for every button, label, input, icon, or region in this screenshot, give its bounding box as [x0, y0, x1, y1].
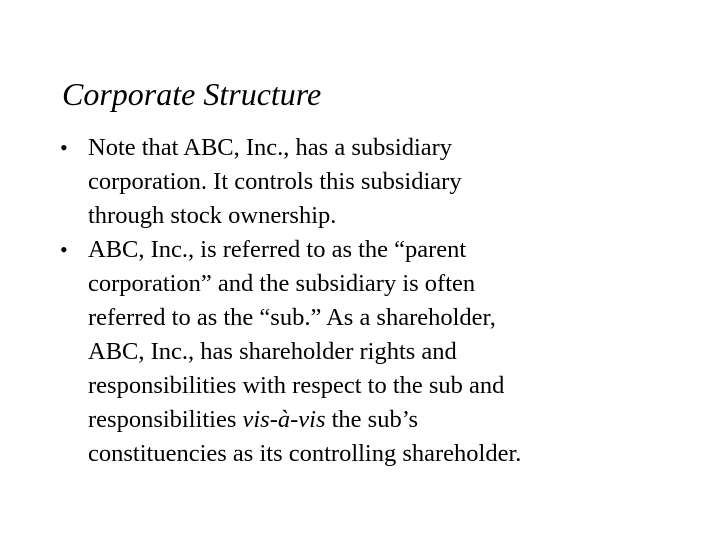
- bullet-icon: •: [60, 135, 68, 160]
- bullet-icon: •: [60, 237, 68, 262]
- bullet-text-line: Note that ABC, Inc., has a subsidiary: [88, 134, 453, 161]
- bullet-item: [60, 233, 700, 471]
- bullet-item: [60, 131, 700, 233]
- bullet-text-line: responsibilities with respect to the sub and: [88, 372, 505, 399]
- bullet-text-segment: the sub’s: [325, 406, 419, 433]
- bullet-text-line: corporation” and the subsidiary is often: [88, 270, 476, 297]
- bullet-list: [60, 131, 700, 471]
- bullet-text-line: ABC, Inc., is referred to as the “parent: [88, 236, 467, 263]
- slide-title: Corporate Structure: [62, 76, 322, 112]
- bullet-text-segment: responsibilities: [88, 406, 243, 433]
- bullet-text-line: through stock ownership.: [88, 202, 337, 229]
- bullet-text-line: referred to as the “sub.” As a shareholder,: [88, 304, 496, 331]
- bullet-text-line: constituencies as its controlling shareholder.: [88, 440, 522, 467]
- bullet-text-line: [88, 403, 700, 437]
- bullet-text-line: corporation. It controls this subsidiary: [88, 168, 462, 195]
- bullet-text-italic: vis-à-vis: [242, 406, 326, 433]
- bullet-text-line: ABC, Inc., has shareholder rights and: [88, 338, 457, 365]
